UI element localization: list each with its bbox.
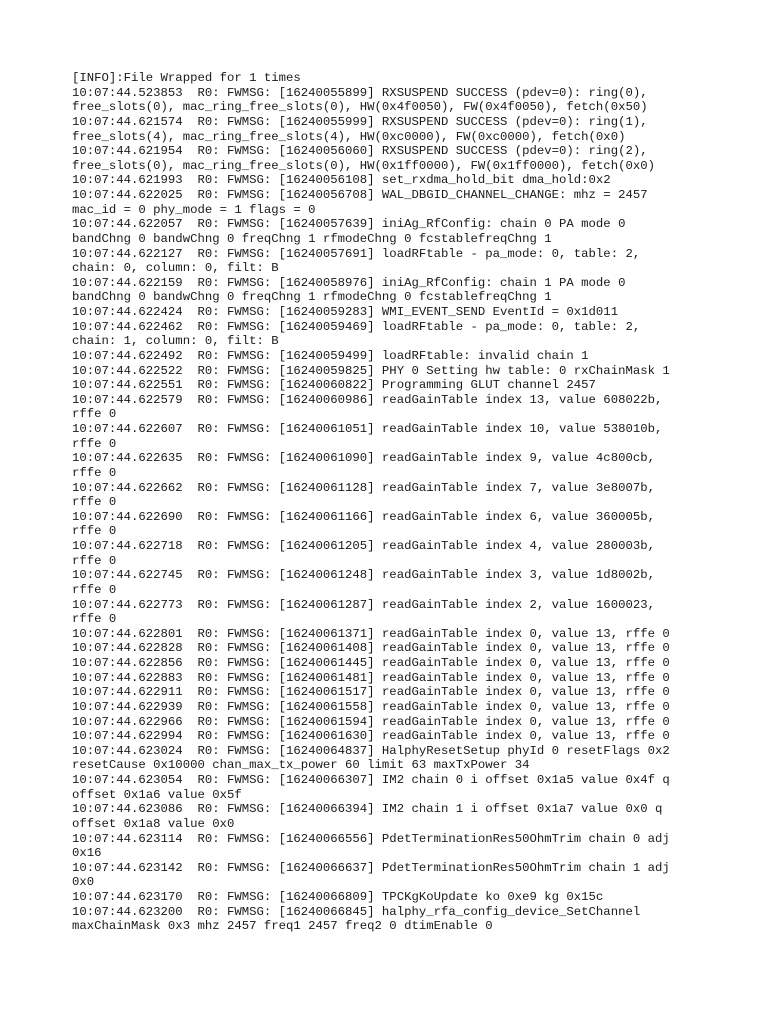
log-line: 10:07:44.622635 R0: FWMSG: [16240061090] readGainTable index 9, value 4c800cb, (72, 451, 655, 466)
log-line: 10:07:44.623086 R0: FWMSG: [16240066394] IM2 chain 1 i offset 0x1a7 value 0x0 q (72, 802, 663, 817)
log-line: 10:07:44.622057 R0: FWMSG: [16240057639] iniAg_RfConfig: chain 0 PA mode 0 (72, 217, 626, 232)
log-line: 10:07:44.621993 R0: FWMSG: [16240056108] set_rxdma_hold_bit dma_hold:0x2 (72, 173, 611, 188)
log-line: 10:07:44.623200 R0: FWMSG: [16240066845] halphy_rfa_config_device_SetChannel (72, 904, 641, 919)
log-line: 10:07:44.623114 R0: FWMSG: [16240066556] PdetTerminationRes50OhmTrim chain 0 adj (72, 831, 670, 846)
log-line: rffe 0 (72, 524, 117, 539)
log-line: 10:07:44.622856 R0: FWMSG: [16240061445] readGainTable index 0, value 13, rffe 0 (72, 656, 670, 670)
log-line: 10:07:44.623170 R0: FWMSG: [16240066809] TPCKgKoUpdate ko 0xe9 kg 0x15c (72, 890, 604, 904)
log-line: 10:07:44.622127 R0: FWMSG: [16240057691] loadRFtable - pa_mode: 0, table: 2, (72, 246, 641, 261)
log-line: chain: 0, column: 0, filt: B (72, 261, 279, 276)
log-line: 0x0 (72, 875, 95, 890)
log-line: rffe 0 (72, 553, 117, 568)
log-line: maxChainMask 0x3 mhz 2457 freq1 2457 freq2 0 dtimEnable 0 (72, 919, 493, 934)
log-line: 10:07:44.621574 R0: FWMSG: [16240055999] RXSUSPEND SUCCESS (pdev=0): ring(1), (72, 114, 648, 129)
log-line: rffe 0 (72, 612, 117, 627)
log-line: 10:07:44.621954 R0: FWMSG: [16240056060] RXSUSPEND SUCCESS (pdev=0): ring(2), (72, 144, 648, 159)
log-line: 10:07:44.622492 R0: FWMSG: [16240059499] loadRFtable: invalid chain 1 (72, 348, 589, 363)
log-line: 10:07:44.622690 R0: FWMSG: [16240061166] readGainTable index 6, value 360005b, (72, 509, 655, 524)
log-line: 10:07:44.622911 R0: FWMSG: [16240061517] readGainTable index 0, value 13, rffe 0 (72, 685, 670, 700)
log-line: 10:07:44.622939 R0: FWMSG: [16240061558] readGainTable index 0, value 13, rffe 0 (72, 699, 670, 714)
log-line: 10:07:44.622607 R0: FWMSG: [16240061051] readGainTable index 10, value 538010b, (72, 422, 663, 436)
log-line: 10:07:44.623142 R0: FWMSG: [16240066637] PdetTerminationRes50OhmTrim chain 1 adj (72, 860, 670, 875)
log-line: [INFO]:File Wrapped for 1 times (72, 71, 301, 85)
log-line: 10:07:44.622994 R0: FWMSG: [16240061630] readGainTable index 0, value 13, rffe 0 (72, 729, 670, 744)
log-line: offset 0x1a8 value 0x0 (72, 816, 235, 831)
log-line: 10:07:44.622025 R0: FWMSG: [16240056708] WAL_DBGID_CHANNEL_CHANGE: mhz = 2457 (72, 188, 648, 202)
log-line: 10:07:44.622551 R0: FWMSG: [16240060822] Programming GLUT channel 2457 (72, 378, 596, 393)
log-line: 10:07:44.622718 R0: FWMSG: [16240061205] readGainTable index 4, value 280003b, (72, 539, 655, 553)
log-line: rffe 0 (72, 582, 117, 597)
log-line: 10:07:44.623054 R0: FWMSG: [16240066307] IM2 chain 0 i offset 0x1a5 value 0x4f q (72, 773, 670, 787)
log-line: chain: 1, column: 0, filt: B (72, 334, 279, 349)
log-line: rffe 0 (72, 436, 117, 451)
log-line: free_slots(0), mac_ring_free_slots(0), HW(0x1ff0000), FW(0x1ff0000), fetch(0x0) (72, 158, 655, 173)
log-line: offset 0x1a6 value 0x5f (72, 787, 242, 802)
log-line: mac_id = 0 phy_mode = 1 flags = 0 (72, 202, 316, 217)
log-line: free_slots(4), mac_ring_free_slots(4), HW(0xc0000), FW(0xc0000), fetch(0x0) (72, 129, 626, 144)
log-line: bandChng 0 bandwChng 0 freqChng 1 rfmodeChng 0 fcstablefreqChng 1 (72, 290, 552, 305)
log-line: 10:07:44.622579 R0: FWMSG: [16240060986] readGainTable index 13, value 608022b, (72, 392, 663, 407)
log-document (72, 71, 762, 934)
log-line: bandChng 0 bandwChng 0 freqChng 1 rfmodeChng 0 fcstablefreqChng 1 (72, 231, 552, 246)
log-line: 10:07:44.622828 R0: FWMSG: [16240061408] readGainTable index 0, value 13, rffe 0 (72, 641, 670, 656)
log-line: 10:07:44.622662 R0: FWMSG: [16240061128] readGainTable index 7, value 3e8007b, (72, 480, 655, 495)
log-line: 10:07:44.622801 R0: FWMSG: [16240061371] readGainTable index 0, value 13, rffe 0 (72, 626, 670, 641)
log-line: 10:07:44.523853 R0: FWMSG: [16240055899] RXSUSPEND SUCCESS (pdev=0): ring(0), (72, 85, 648, 100)
log-line: 10:07:44.622745 R0: FWMSG: [16240061248] readGainTable index 3, value 1d8002b, (72, 568, 655, 583)
log-line: 0x16 (72, 846, 102, 861)
log-line: 10:07:44.622883 R0: FWMSG: [16240061481] readGainTable index 0, value 13, rffe 0 (72, 670, 670, 685)
log-line: free_slots(0), mac_ring_free_slots(0), HW(0x4f0050), FW(0x4f0050), fetch(0x50) (72, 100, 648, 115)
log-line: resetCause 0x10000 chan_max_tx_power 60 limit 63 maxTxPower 34 (72, 758, 530, 773)
log-line: 10:07:44.622522 R0: FWMSG: [16240059825] PHY 0 Setting hw table: 0 rxChainMask 1 (72, 363, 670, 378)
log-line: rffe 0 (72, 407, 117, 422)
log-line: rffe 0 (72, 495, 117, 510)
log-line: 10:07:44.622159 R0: FWMSG: [16240058976] iniAg_RfConfig: chain 1 PA mode 0 (72, 275, 626, 290)
log-line: 10:07:44.623024 R0: FWMSG: [16240064837] HalphyResetSetup phyId 0 resetFlags 0x2 (72, 743, 670, 758)
log-line: 10:07:44.622773 R0: FWMSG: [16240061287] readGainTable index 2, value 1600023, (72, 597, 655, 612)
log-line: 10:07:44.622462 R0: FWMSG: [16240059469] loadRFtable - pa_mode: 0, table: 2, (72, 319, 641, 334)
log-line: 10:07:44.622966 R0: FWMSG: [16240061594] readGainTable index 0, value 13, rffe 0 (72, 714, 670, 729)
log-line: 10:07:44.622424 R0: FWMSG: [16240059283] WMI_EVENT_SEND EventId = 0x1d011 (72, 305, 619, 319)
log-line: rffe 0 (72, 465, 117, 480)
